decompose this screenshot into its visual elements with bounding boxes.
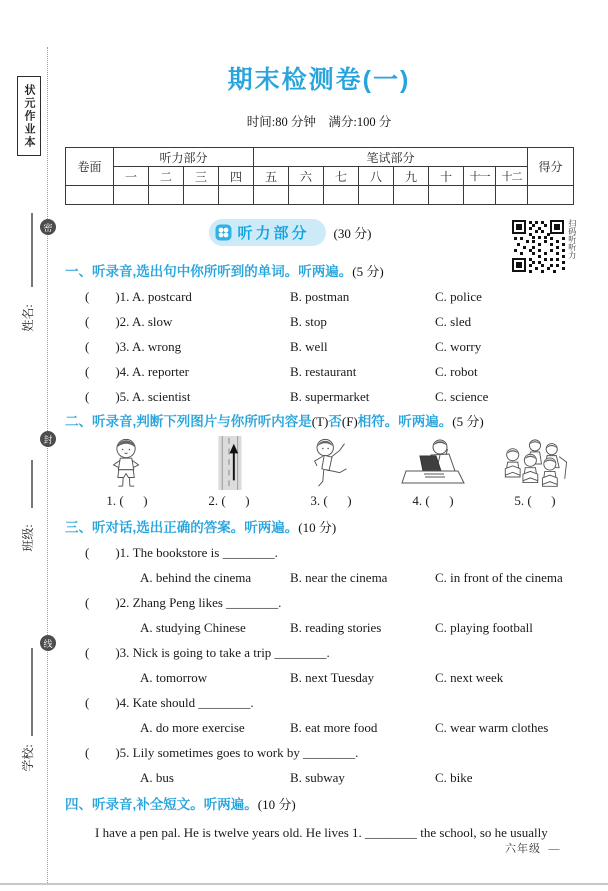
score-cell bbox=[66, 186, 114, 205]
question-number: 1. bbox=[119, 544, 130, 560]
option-a: A. tomorrow bbox=[140, 669, 208, 685]
answer-bracket: ( ) bbox=[85, 288, 120, 304]
picture-item bbox=[179, 438, 279, 509]
option-b: B. subway bbox=[290, 769, 345, 785]
option-c: C. robot bbox=[435, 363, 478, 379]
question-row bbox=[65, 334, 590, 359]
picture-row bbox=[77, 438, 590, 509]
option-a: A. postcard bbox=[131, 288, 192, 304]
seal-mark-mi: 密 bbox=[40, 219, 56, 235]
section-4-fill-passage bbox=[65, 795, 590, 843]
name-field-label: 姓名: bbox=[21, 304, 35, 332]
score-table-corner: 卷面 bbox=[66, 148, 114, 186]
brand-label: 状元作业本 bbox=[23, 83, 35, 149]
listening-banner-points: (30 分) bbox=[333, 226, 372, 241]
grade-label: 六年级 bbox=[505, 843, 541, 855]
col-5: 五 bbox=[254, 167, 289, 186]
question-stem bbox=[65, 540, 590, 565]
option-a: A. scientist bbox=[131, 388, 191, 404]
school-blank-line bbox=[31, 648, 33, 736]
name-blank-line bbox=[31, 213, 33, 287]
school-field-label: 学校: bbox=[21, 744, 35, 772]
brand-box bbox=[17, 76, 41, 156]
option-b: B. restaurant bbox=[290, 363, 357, 379]
question-number: 3. bbox=[119, 338, 130, 354]
score-cell bbox=[289, 186, 324, 205]
option-b: B. postman bbox=[290, 288, 350, 304]
answer-bracket: ( ) bbox=[85, 694, 120, 710]
score-cell bbox=[528, 186, 574, 205]
stem-text: Lily sometimes goes to work by ________. bbox=[132, 744, 359, 760]
picture-item bbox=[281, 438, 381, 509]
option-a: A. bus bbox=[140, 769, 174, 785]
question-number: 4. bbox=[119, 363, 130, 379]
score-cell bbox=[394, 186, 429, 205]
score-cell bbox=[114, 186, 149, 205]
question-row bbox=[65, 309, 590, 334]
score-cell bbox=[496, 186, 528, 205]
listening-banner-label: 听力部分 bbox=[237, 225, 310, 242]
option-c: C. playing football bbox=[435, 619, 533, 635]
option-c: C. police bbox=[435, 288, 482, 304]
answer-bracket: ( ) bbox=[85, 388, 120, 404]
col-3: 三 bbox=[184, 167, 219, 186]
question-number: 2. bbox=[119, 313, 130, 329]
stem-text: Zhang Peng likes ________. bbox=[132, 594, 282, 610]
section-2-t-mark: (T) bbox=[311, 414, 329, 429]
option-b: B. near the cinema bbox=[290, 569, 388, 585]
section-2-f-mark: (F) bbox=[341, 414, 358, 429]
score-table-listening-header: 听力部分 bbox=[114, 148, 254, 167]
boy-with-hands-on-hips-image bbox=[104, 438, 150, 490]
class-field-label: 班级: bbox=[21, 524, 35, 552]
section-1-header bbox=[65, 262, 590, 284]
option-a: A. slow bbox=[131, 313, 173, 329]
score-cell bbox=[429, 186, 464, 205]
listening-pill bbox=[209, 219, 326, 246]
road-go-straight-arrow-image bbox=[204, 438, 254, 490]
question-number: 2. bbox=[119, 594, 130, 610]
footer-grade bbox=[505, 840, 561, 856]
option-c: C. bike bbox=[435, 769, 473, 785]
score-cell bbox=[464, 186, 496, 205]
question-number: 5. bbox=[119, 388, 130, 404]
section-3-dialog-choice bbox=[65, 518, 590, 790]
score-cell bbox=[254, 186, 289, 205]
options-row bbox=[65, 765, 590, 790]
options-row bbox=[65, 665, 590, 690]
section-1-points: (5 分) bbox=[352, 264, 384, 279]
section-3-title: 三、听对话,选出正确的答案。听两遍。 bbox=[65, 520, 299, 535]
answer-bracket: ( ) bbox=[85, 363, 120, 379]
section-4-title: 四、听录音,补全短文。听两遍。 bbox=[65, 797, 258, 812]
seal-dotted-line bbox=[47, 47, 48, 883]
option-a: A. studying Chinese bbox=[140, 619, 246, 635]
picture-answer-blank: 5. ( ) bbox=[514, 493, 556, 508]
option-b: B. next Tuesday bbox=[290, 669, 375, 685]
option-a: A. do more exercise bbox=[140, 719, 245, 735]
options-row bbox=[65, 615, 590, 640]
question-stem bbox=[65, 690, 590, 715]
score-cell bbox=[184, 186, 219, 205]
page-bottom-rule bbox=[0, 883, 608, 885]
clover-dots-icon bbox=[215, 224, 232, 241]
col-8: 八 bbox=[359, 167, 394, 186]
question-number: 1. bbox=[119, 288, 130, 304]
option-c: C. wear warm clothes bbox=[435, 719, 549, 735]
option-c: C. worry bbox=[435, 338, 482, 354]
picture-answer-blank: 4. ( ) bbox=[412, 493, 454, 508]
option-c: C. sled bbox=[435, 313, 472, 329]
section-4-points: (10 分) bbox=[257, 797, 296, 812]
options-row bbox=[65, 715, 590, 740]
section-2-points: (5 分) bbox=[452, 414, 484, 429]
qr-caption: 扫码听听力 bbox=[567, 219, 577, 259]
question-number: 5. bbox=[119, 744, 130, 760]
col-11: 十一 bbox=[464, 167, 496, 186]
man-on-phone-with-laptop-image bbox=[400, 438, 466, 490]
score-cell bbox=[324, 186, 359, 205]
passage-text: I have a pen pal. He is twelve years old. He lives 1. ________ the school, so he usually bbox=[95, 825, 548, 840]
option-c: C. in front of the cinema bbox=[435, 569, 563, 585]
option-c: C. science bbox=[435, 388, 489, 404]
col-2: 二 bbox=[149, 167, 184, 186]
stem-text: Kate should ________. bbox=[132, 694, 254, 710]
section-4-header bbox=[65, 795, 590, 817]
col-7: 七 bbox=[324, 167, 359, 186]
picture-item bbox=[485, 438, 585, 509]
section-2-title-part: 相符。听两遍。 bbox=[357, 414, 453, 429]
picture-item bbox=[383, 438, 483, 509]
option-b: B. well bbox=[290, 338, 328, 354]
option-a: A. reporter bbox=[131, 363, 189, 379]
picture-item bbox=[77, 438, 177, 509]
option-b: B. reading stories bbox=[290, 619, 382, 635]
section-2-title-part: 二、听录音,判断下列图片与你所听内容是 bbox=[65, 414, 312, 429]
answer-bracket: ( ) bbox=[85, 594, 120, 610]
time-score-meta: 时间:80 分钟 满分:100 分 bbox=[246, 115, 392, 129]
question-stem bbox=[65, 590, 590, 615]
question-row bbox=[65, 284, 590, 309]
option-a: A. wrong bbox=[131, 338, 182, 354]
score-table-written-header: 笔试部分 bbox=[254, 148, 528, 167]
class-blank-line bbox=[31, 460, 33, 508]
answer-bracket: ( ) bbox=[85, 338, 120, 354]
page-title: 期末检测卷(一) bbox=[227, 66, 411, 94]
col-10: 十 bbox=[429, 167, 464, 186]
picture-answer-blank: 3. ( ) bbox=[310, 493, 352, 508]
score-cell bbox=[149, 186, 184, 205]
score-table bbox=[65, 147, 574, 205]
col-4: 四 bbox=[219, 167, 254, 186]
question-row bbox=[65, 384, 590, 409]
score-cell bbox=[219, 186, 254, 205]
col-12: 十二 bbox=[496, 167, 528, 186]
col-1: 一 bbox=[114, 167, 149, 186]
seal-mark-xian: 线 bbox=[40, 635, 56, 651]
section-1-listening-words bbox=[65, 262, 590, 409]
option-b: B. eat more food bbox=[290, 719, 378, 735]
boy-kicking-kung-fu-image bbox=[310, 438, 352, 490]
answer-bracket: ( ) bbox=[85, 544, 120, 560]
answer-bracket: ( ) bbox=[85, 744, 120, 760]
score-cell bbox=[359, 186, 394, 205]
listening-section-banner bbox=[65, 219, 515, 246]
stem-text: Nick is going to take a trip ________. bbox=[132, 644, 330, 660]
options-row bbox=[65, 565, 590, 590]
section-3-header bbox=[65, 518, 590, 540]
answer-bracket: ( ) bbox=[85, 313, 120, 329]
question-stem bbox=[65, 640, 590, 665]
question-row bbox=[65, 359, 590, 384]
option-a: A. behind the cinema bbox=[140, 569, 252, 585]
picture-answer-blank: 1. ( ) bbox=[106, 493, 148, 508]
group-of-children-reading-image bbox=[497, 438, 573, 490]
question-number: 3. bbox=[119, 644, 130, 660]
section-2-true-false-pictures bbox=[65, 412, 590, 509]
col-9: 九 bbox=[394, 167, 429, 186]
score-table-score-header: 得分 bbox=[528, 148, 574, 186]
option-c: C. next week bbox=[435, 669, 504, 685]
question-number: 4. bbox=[119, 694, 130, 710]
option-b: B. stop bbox=[290, 313, 327, 329]
answer-bracket: ( ) bbox=[85, 644, 120, 660]
section-2-header bbox=[65, 412, 590, 434]
question-stem bbox=[65, 740, 590, 765]
picture-answer-blank: 2. ( ) bbox=[208, 493, 250, 508]
page-dash: — bbox=[548, 843, 561, 855]
section-3-points: (10 分) bbox=[298, 520, 337, 535]
section-2-title-part: 否 bbox=[328, 414, 342, 429]
stem-text: The bookstore is ________. bbox=[132, 544, 278, 560]
col-6: 六 bbox=[289, 167, 324, 186]
option-b: B. supermarket bbox=[290, 388, 370, 404]
section-1-title: 一、听录音,选出句中你所听到的单词。听两遍。 bbox=[65, 264, 353, 279]
seal-mark-feng: 封 bbox=[40, 431, 56, 447]
